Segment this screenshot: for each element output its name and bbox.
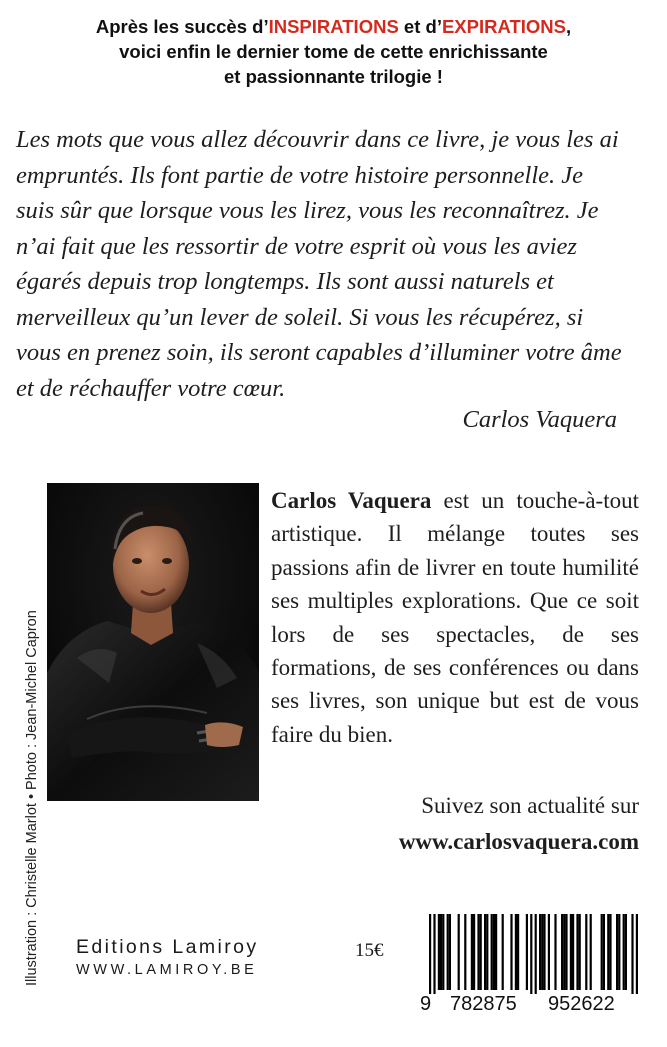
barcode-bar [433, 914, 435, 994]
headline-text: , [566, 16, 572, 37]
author-portrait-image [47, 483, 259, 801]
title-inspirations: INSPIRATIONS [268, 16, 399, 37]
barcode-bar [570, 914, 572, 990]
barcode-bar [473, 914, 475, 990]
author-bio [271, 484, 639, 751]
follow-label: Suivez son actualité sur [421, 793, 639, 818]
barcode-bar [543, 914, 545, 990]
barcode-bar [471, 914, 473, 990]
headline-line-3: et passionnante trilogie ! [224, 66, 443, 87]
publisher-name: Editions Lamiroy [76, 936, 259, 958]
barcode-bar [517, 914, 519, 990]
barcode-bar [442, 914, 444, 990]
headline-text: Après les succès d’ [95, 16, 269, 37]
barcode-bar [480, 914, 482, 990]
barcode-digits-left: 782875 [450, 993, 517, 1015]
barcode-bar [493, 914, 495, 990]
barcode-bar [535, 914, 537, 994]
headline-text: et d’ [398, 16, 442, 37]
barcode-bar [579, 914, 581, 990]
barcode-bar [565, 914, 567, 990]
quote-signature: Carlos Vaquera [462, 406, 617, 433]
barcode-bar [440, 914, 442, 990]
barcode-bar [623, 914, 625, 990]
author-bio-text: est un touche-à-tout artistique. Il mélange toutes ses passions afin de livrer en toute humilité ses multiples explorations. Que ce soit lors de ses spectacles, de ses formations, de ses conférences ou dans ses livres, son unique but est de vous faire du bien. [271, 488, 639, 747]
barcode-bar [636, 914, 638, 994]
barcode-bar [576, 914, 578, 990]
barcode-bar [563, 914, 565, 990]
illustration-photo-credit: Illustration : Christelle Marlot • Photo : Jean-Michel Capron [24, 610, 40, 986]
barcode-bar [603, 914, 605, 990]
barcode-bar [449, 914, 451, 990]
follow-block [399, 788, 639, 860]
barcode-bar [609, 914, 611, 990]
barcode-bar [526, 914, 528, 990]
barcode-bar [541, 914, 543, 990]
barcode-bar [572, 914, 574, 990]
barcode-bar [464, 914, 466, 990]
barcode-bar [484, 914, 486, 990]
barcode-bar [510, 914, 512, 990]
barcode-bar [502, 914, 504, 990]
barcode-bars [413, 910, 649, 994]
barcode-bar [429, 914, 431, 994]
barcode-bar [447, 914, 449, 990]
barcode-bar [491, 914, 493, 990]
barcode-bar [548, 914, 550, 990]
author-name: Carlos Vaquera [271, 488, 432, 513]
barcode-bar [631, 914, 633, 994]
headline [0, 14, 667, 89]
barcode-digits [420, 993, 644, 1023]
barcode-bar [477, 914, 479, 990]
barcode-bar [495, 914, 497, 990]
barcode-digit-prefix: 9 [420, 993, 432, 1015]
barcode-bar [590, 914, 592, 990]
author-website-link[interactable]: www.carlosvaquera.com [398, 829, 639, 854]
title-expirations: EXPIRATIONS [441, 16, 567, 37]
barcode-bar [585, 914, 587, 990]
author-photo [47, 483, 259, 801]
headline-line-1 [0, 14, 667, 39]
barcode-bar [438, 914, 440, 990]
publisher-block [76, 935, 296, 981]
price-label: 15€ [355, 940, 384, 961]
barcode-bar [601, 914, 603, 990]
barcode-bar [458, 914, 460, 990]
barcode-bar [607, 914, 609, 990]
barcode-bar [530, 914, 532, 994]
barcode-bar [625, 914, 627, 990]
barcode-digits-right: 952622 [548, 993, 615, 1015]
barcode-bar [561, 914, 563, 990]
author-quote: Les mots que vous allez découvrir dans ce livre, je vous les ai empruntés. Ils font partie de votre histoire personnelle. Je suis sûr que lorsque vous les lirez, vous les reconnaîtrez. Je n’ai fait que les ressortir de votre esprit où vous les aviez égarés depuis trop longtemps. Ils sont aussi naturels et merveilleux qu’un lever de soleil. Si vous les récupérez, si vous en prenez soin, ils seront capables d’illuminer votre âme et de réchauffer votre cœur. [16, 126, 622, 402]
barcode-bar [618, 914, 620, 990]
publisher-website-link[interactable]: WWW.LAMIROY.BE [76, 962, 258, 978]
barcode-bar [554, 914, 556, 990]
barcode-bar [486, 914, 488, 990]
barcode-bar [616, 914, 618, 990]
barcode-bar [515, 914, 517, 990]
barcode-bar [539, 914, 541, 990]
headline-line-2: voici enfin le dernier tome de cette enrichissante [119, 41, 548, 62]
